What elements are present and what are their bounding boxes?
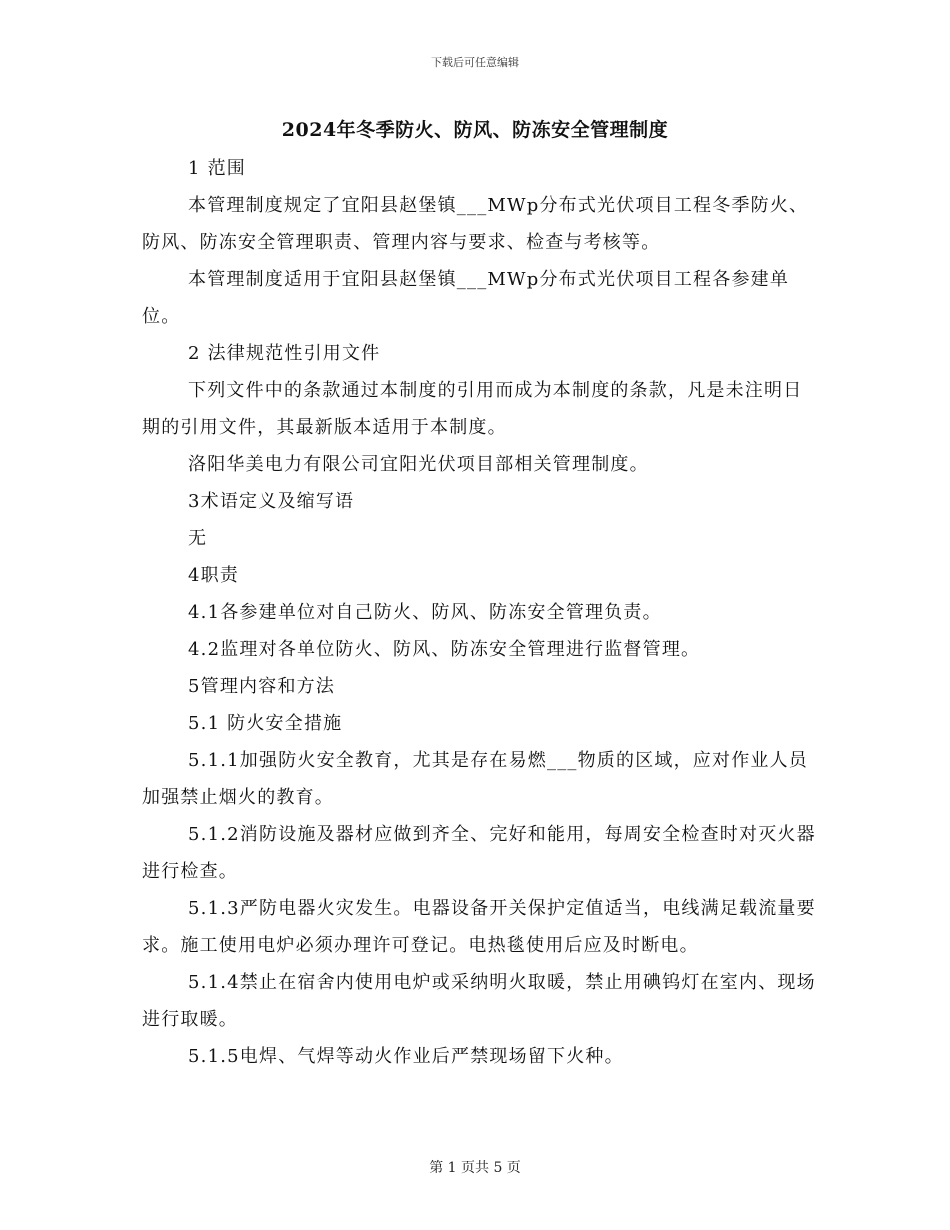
document-title: 2024年冬季防火、防风、防冻安全管理制度 bbox=[281, 119, 669, 141]
section-heading-terms: 3术语定义及缩写语 bbox=[188, 491, 355, 512]
document-body bbox=[142, 150, 818, 1075]
section-heading-management: 5管理内容和方法 bbox=[188, 676, 336, 697]
paragraph-5-1-4: 5.1.4禁止在宿舍内使用电炉或采纳明火取暖，禁止用碘钨灯在室内、现场进行取暖。 bbox=[142, 972, 816, 1030]
paragraph-scope-2: 本管理制度适用于宜阳县赵堡镇___MWp分布式光伏项目工程各参建单位。 bbox=[142, 269, 790, 327]
section-heading-references: 2 法律规范性引用文件 bbox=[188, 343, 381, 364]
section-heading-duties: 4职责 bbox=[188, 565, 240, 586]
paragraph-5-1-1: 5.1.1加强防火安全教育，尤其是存在易燃___物质的区域，应对作业人员加强禁止烟火的教育。 bbox=[142, 750, 808, 808]
header-note: 下载后可任意编辑 bbox=[431, 56, 519, 69]
paragraph-references-1: 下列文件中的条款通过本制度的引用而成为本制度的条款，凡是未注明日期的引用文件，其最新版本适用于本制度。 bbox=[142, 380, 803, 438]
paragraph-5-1-2: 5.1.2消防设施及器材应做到齐全、完好和能用，每周安全检查时对灭火器进行检查。 bbox=[142, 824, 816, 882]
paragraph-references-2: 洛阳华美电力有限公司宜阳光伏项目部相关管理制度。 bbox=[188, 454, 649, 475]
paragraph-scope-1: 本管理制度规定了宜阳县赵堡镇___MWp分布式光伏项目工程冬季防火、防风、防冻安全管理职责、管理内容与要求、检查与考核等。 bbox=[142, 195, 809, 253]
paragraph-duty-4-1: 4.1各参建单位对自己防火、防风、防冻安全管理负责。 bbox=[188, 602, 662, 623]
paragraph-5-1-3: 5.1.3严防电器火灾发生。电器设备开关保护定值适当，电线满足载流量要求。施工使用电炉必须办理许可登记。电热毯使用后应及时断电。 bbox=[142, 898, 816, 956]
subsection-heading-fire-safety: 5.1 防火安全措施 bbox=[188, 713, 343, 734]
paragraph-duty-4-2: 4.2监理对各单位防火、防风、防冻安全管理进行监督管理。 bbox=[188, 639, 701, 660]
section-heading-scope: 1 范围 bbox=[188, 158, 246, 179]
paragraph-terms: 无 bbox=[188, 528, 208, 549]
page-footer: 第 1 页共 5 页 bbox=[429, 1160, 521, 1176]
paragraph-5-1-5: 5.1.5电焊、气焊等动火作业后严禁现场留下火种。 bbox=[188, 1046, 624, 1067]
